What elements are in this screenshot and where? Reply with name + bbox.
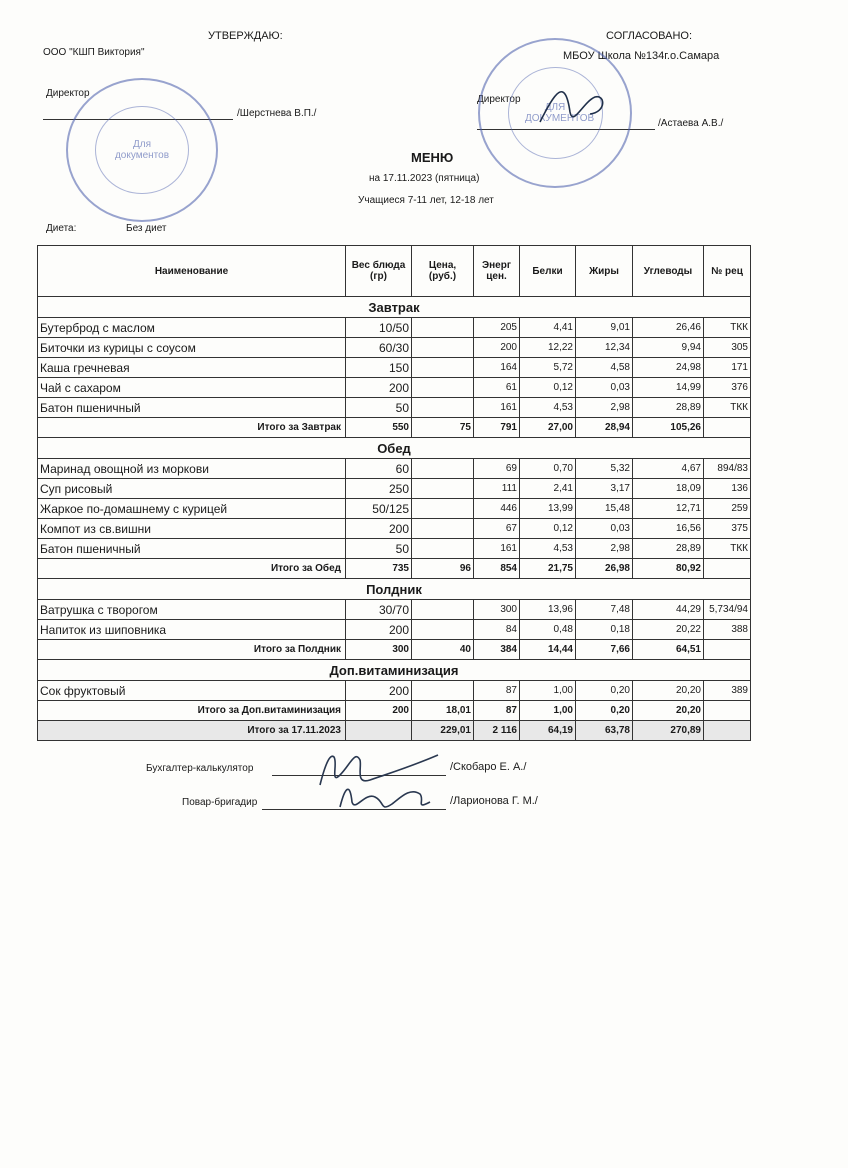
dish-protein: 4,53 [520, 539, 576, 559]
grand-total-protein: 64,19 [520, 721, 576, 741]
dish-energy: 84 [474, 620, 520, 640]
dish-protein: 0,12 [520, 378, 576, 398]
table-row [38, 499, 751, 519]
total-row [38, 640, 751, 660]
dish-name: Бутерброд с маслом [38, 318, 346, 338]
total-weight: 200 [346, 701, 412, 721]
dish-protein: 4,53 [520, 398, 576, 418]
approve-label: УТВЕРЖДАЮ: [208, 30, 283, 42]
table-row [38, 519, 751, 539]
dish-name: Батон пшеничный [38, 398, 346, 418]
table-row [38, 358, 751, 378]
col-price: Цена, (руб.) [412, 246, 474, 297]
dish-protein: 0,48 [520, 620, 576, 640]
dish-recipe: ТКК [704, 539, 751, 559]
dish-weight: 50 [346, 539, 412, 559]
total-energy: 384 [474, 640, 520, 660]
section-title: Полдник [38, 579, 751, 600]
dish-recipe: 171 [704, 358, 751, 378]
students-line: Учащиеся 7-11 лет, 12-18 лет [358, 195, 494, 206]
dish-price [412, 600, 474, 620]
total-weight: 550 [346, 418, 412, 438]
director-right-label: Директор [477, 94, 521, 105]
director-right-name: /Астаева А.В./ [658, 118, 724, 129]
total-row [38, 418, 751, 438]
total-fat: 26,98 [576, 559, 633, 579]
stamp-left [66, 78, 218, 222]
table-row [38, 479, 751, 499]
dish-protein: 1,00 [520, 681, 576, 701]
date-line: на 17.11.2023 (пятница) [369, 173, 480, 184]
total-price: 96 [412, 559, 474, 579]
dish-energy: 67 [474, 519, 520, 539]
dish-recipe: 5,734/94 [704, 600, 751, 620]
cook-name: /Ларионова Г. М./ [450, 795, 538, 807]
total-recipe-empty [704, 640, 751, 660]
dish-weight: 250 [346, 479, 412, 499]
total-price: 75 [412, 418, 474, 438]
total-carbs: 105,26 [633, 418, 704, 438]
table-row [38, 620, 751, 640]
dish-energy: 164 [474, 358, 520, 378]
dish-fat: 2,98 [576, 398, 633, 418]
dish-recipe: 388 [704, 620, 751, 640]
org-right: МБОУ Школа №134г.о.Самара [563, 50, 720, 62]
dish-name: Сок фруктовый [38, 681, 346, 701]
dish-carbs: 44,29 [633, 600, 704, 620]
dish-name: Суп рисовый [38, 479, 346, 499]
total-protein: 27,00 [520, 418, 576, 438]
section-row [38, 579, 751, 600]
dish-fat: 2,98 [576, 539, 633, 559]
dish-name: Напиток из шиповника [38, 620, 346, 640]
dish-protein: 4,41 [520, 318, 576, 338]
dish-fat: 0,03 [576, 519, 633, 539]
dish-weight: 30/70 [346, 600, 412, 620]
grand-total-energy: 2 116 [474, 721, 520, 741]
total-label: Итого за Полдник [38, 640, 346, 660]
total-weight: 735 [346, 559, 412, 579]
table-row [38, 318, 751, 338]
dish-carbs: 28,89 [633, 539, 704, 559]
dish-weight: 200 [346, 519, 412, 539]
dish-fat: 7,48 [576, 600, 633, 620]
dish-price [412, 358, 474, 378]
total-protein: 21,75 [520, 559, 576, 579]
section-row [38, 297, 751, 318]
dish-carbs: 18,09 [633, 479, 704, 499]
dish-fat: 0,03 [576, 378, 633, 398]
dish-carbs: 9,94 [633, 338, 704, 358]
stamp-left-text: Для документов [114, 138, 170, 161]
dish-name: Маринад овощной из моркови [38, 459, 346, 479]
cook-label: Повар-бригадир [182, 797, 258, 808]
dish-weight: 60/30 [346, 338, 412, 358]
dish-fat: 0,20 [576, 681, 633, 701]
section-row [38, 660, 751, 681]
dish-carbs: 16,56 [633, 519, 704, 539]
dish-price [412, 620, 474, 640]
diet-label: Диета: [46, 223, 77, 234]
col-fat: Жиры [576, 246, 633, 297]
dish-protein: 5,72 [520, 358, 576, 378]
dish-energy: 69 [474, 459, 520, 479]
col-name: Наименование [38, 246, 346, 297]
dish-recipe: 259 [704, 499, 751, 519]
dish-name: Компот из св.вишни [38, 519, 346, 539]
director-left-label: Директор [46, 88, 90, 99]
col-energy: Энерг цен. [474, 246, 520, 297]
dish-energy: 87 [474, 681, 520, 701]
dish-protein: 2,41 [520, 479, 576, 499]
stamp-right-text: ДЛЯ ДОКУМЕНТОВ [525, 101, 595, 124]
dish-recipe: 375 [704, 519, 751, 539]
section-row [38, 438, 751, 459]
grand-total-label: Итого за 17.11.2023 [38, 721, 346, 741]
dish-price [412, 479, 474, 499]
dish-energy: 111 [474, 479, 520, 499]
total-fat: 28,94 [576, 418, 633, 438]
table-row [38, 378, 751, 398]
dish-fat: 9,01 [576, 318, 633, 338]
diet-value: Без диет [126, 223, 167, 234]
page-title: МЕНЮ [411, 150, 454, 165]
total-fat: 7,66 [576, 640, 633, 660]
total-recipe-empty [704, 418, 751, 438]
signature-cook [330, 772, 440, 822]
dish-energy: 300 [474, 600, 520, 620]
section-title: Обед [38, 438, 751, 459]
col-recipe: № рец [704, 246, 751, 297]
total-price: 18,01 [412, 701, 474, 721]
signature-director-right [535, 72, 615, 132]
total-carbs: 80,92 [633, 559, 704, 579]
dish-name: Чай с сахаром [38, 378, 346, 398]
dish-fat: 0,18 [576, 620, 633, 640]
dish-protein: 0,12 [520, 519, 576, 539]
table-row [38, 539, 751, 559]
dish-energy: 61 [474, 378, 520, 398]
dish-recipe: 305 [704, 338, 751, 358]
dish-price [412, 539, 474, 559]
table-header-row [38, 246, 751, 297]
total-row [38, 701, 751, 721]
dish-carbs: 24,98 [633, 358, 704, 378]
grand-total-recipe-empty [704, 721, 751, 741]
accountant-name: /Скобаро Е. А./ [450, 761, 527, 773]
dish-recipe: ТКК [704, 398, 751, 418]
dish-price [412, 318, 474, 338]
total-label: Итого за Завтрак [38, 418, 346, 438]
dish-weight: 200 [346, 620, 412, 640]
total-carbs: 64,51 [633, 640, 704, 660]
dish-recipe: 136 [704, 479, 751, 499]
dish-carbs: 12,71 [633, 499, 704, 519]
dish-carbs: 28,89 [633, 398, 704, 418]
dish-weight: 200 [346, 378, 412, 398]
dish-weight: 150 [346, 358, 412, 378]
dish-name: Каша гречневая [38, 358, 346, 378]
dish-energy: 161 [474, 539, 520, 559]
dish-name: Батон пшеничный [38, 539, 346, 559]
total-fat: 0,20 [576, 701, 633, 721]
dish-price [412, 499, 474, 519]
director-left-name: /Шерстнева В.П./ [237, 108, 317, 119]
dish-energy: 200 [474, 338, 520, 358]
dish-recipe: ТКК [704, 318, 751, 338]
total-weight: 300 [346, 640, 412, 660]
dish-fat: 3,17 [576, 479, 633, 499]
total-recipe-empty [704, 701, 751, 721]
dish-weight: 200 [346, 681, 412, 701]
dish-energy: 161 [474, 398, 520, 418]
dish-carbs: 14,99 [633, 378, 704, 398]
dish-weight: 50/125 [346, 499, 412, 519]
dish-price [412, 459, 474, 479]
dish-protein: 13,96 [520, 600, 576, 620]
dish-price [412, 378, 474, 398]
agreed-label: СОГЛАСОВАНО: [606, 30, 693, 42]
grand-total-carbs: 270,89 [633, 721, 704, 741]
grand-total-fat: 63,78 [576, 721, 633, 741]
dish-carbs: 20,20 [633, 681, 704, 701]
dish-weight: 50 [346, 398, 412, 418]
dish-name: Биточки из курицы с соусом [38, 338, 346, 358]
table-row [38, 398, 751, 418]
dish-recipe: 376 [704, 378, 751, 398]
total-energy: 854 [474, 559, 520, 579]
grand-total-weight [346, 721, 412, 741]
table-row [38, 338, 751, 358]
dish-price [412, 519, 474, 539]
table-row [38, 459, 751, 479]
dish-carbs: 20,22 [633, 620, 704, 640]
dish-protein: 12,22 [520, 338, 576, 358]
menu-table [37, 245, 751, 741]
table-row [38, 681, 751, 701]
dish-fat: 15,48 [576, 499, 633, 519]
dish-energy: 446 [474, 499, 520, 519]
section-title: Доп.витаминизация [38, 660, 751, 681]
grand-total-price: 229,01 [412, 721, 474, 741]
total-energy: 87 [474, 701, 520, 721]
dish-price [412, 338, 474, 358]
total-label: Итого за Доп.витаминизация [38, 701, 346, 721]
total-energy: 791 [474, 418, 520, 438]
org-left: ООО "КШП Виктория" [43, 47, 145, 58]
dish-energy: 205 [474, 318, 520, 338]
total-label: Итого за Обед [38, 559, 346, 579]
accountant-label: Бухгалтер-калькулятор [146, 763, 254, 774]
col-protein: Белки [520, 246, 576, 297]
col-carbs: Углеводы [633, 246, 704, 297]
dish-carbs: 26,46 [633, 318, 704, 338]
table-row [38, 600, 751, 620]
dish-price [412, 398, 474, 418]
total-price: 40 [412, 640, 474, 660]
total-recipe-empty [704, 559, 751, 579]
dish-recipe: 894/83 [704, 459, 751, 479]
dish-protein: 13,99 [520, 499, 576, 519]
dish-carbs: 4,67 [633, 459, 704, 479]
dish-fat: 12,34 [576, 338, 633, 358]
dish-price [412, 681, 474, 701]
dish-fat: 5,32 [576, 459, 633, 479]
col-weight: Вес блюда (гр) [346, 246, 412, 297]
dish-protein: 0,70 [520, 459, 576, 479]
section-title: Завтрак [38, 297, 751, 318]
total-protein: 1,00 [520, 701, 576, 721]
dish-weight: 10/50 [346, 318, 412, 338]
grand-total-row [38, 721, 751, 741]
dish-weight: 60 [346, 459, 412, 479]
dish-name: Ватрушка с творогом [38, 600, 346, 620]
dish-name: Жаркое по-домашнему с курицей [38, 499, 346, 519]
dish-fat: 4,58 [576, 358, 633, 378]
total-protein: 14,44 [520, 640, 576, 660]
total-carbs: 20,20 [633, 701, 704, 721]
dish-recipe: 389 [704, 681, 751, 701]
total-row [38, 559, 751, 579]
